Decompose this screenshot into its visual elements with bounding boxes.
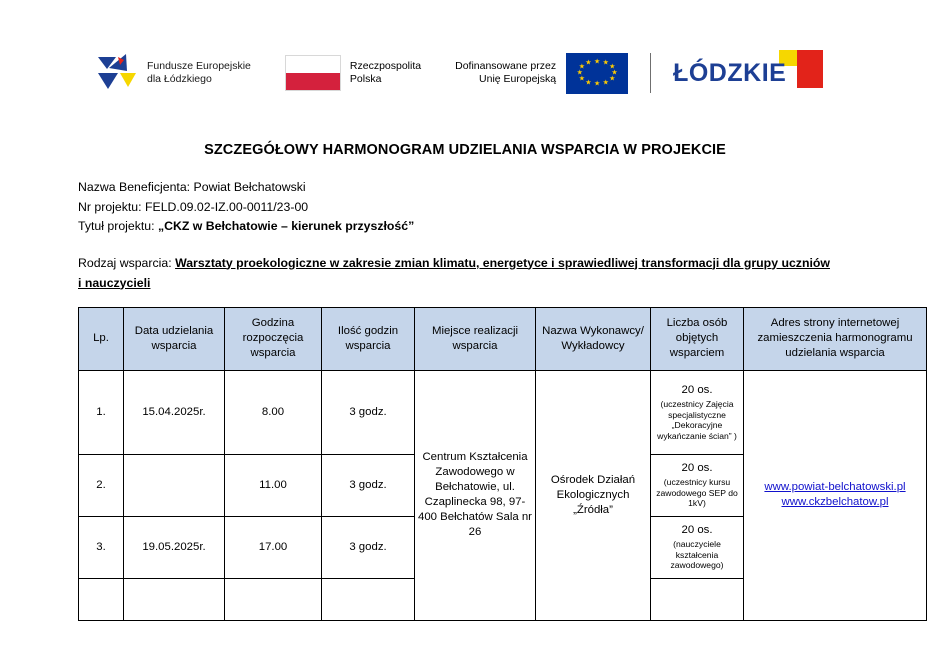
website-link-2[interactable]: www.ckzbelchatow.pl: [781, 496, 889, 508]
cell-date: 19.05.2025r.: [124, 516, 225, 578]
cell-lp: [79, 578, 124, 620]
cell-contractor: Ośrodek Działań Ekologicznych „Źródła”: [536, 370, 651, 620]
cell-hour: 8.00: [225, 370, 322, 454]
header-date: Data udzielania wsparcia: [124, 307, 225, 370]
people-note-3: (nauczyciele kształcenia zawodowego): [670, 539, 724, 571]
fundusze-europejskie-text: [147, 60, 251, 86]
support-type-value-line-2: i nauczycieli: [78, 275, 151, 290]
cell-people-1: [651, 370, 744, 454]
project-number-line: [78, 198, 852, 218]
pl-line-1: Rzeczpospolita: [349, 60, 422, 72]
header-contractor: Nazwa Wykonawcy/ Wykładowcy: [536, 307, 651, 370]
beneficiary-value: Powiat Bełchatowski: [193, 180, 306, 194]
people-note-1: (uczestnicy Zajęcia specjalistyczne „Dekoracyjne wykańczanie ścian” ): [657, 399, 737, 441]
support-type-label: Rodzaj wsparcia:: [78, 255, 176, 270]
header-place: Miejsce realizacji wsparcia: [415, 307, 536, 370]
header-start-hour: Godzina rozpoczęcia wsparcia: [225, 307, 322, 370]
people-note-2: (uczestnicy kursu zawodowego SEP do 1kV): [656, 477, 738, 509]
support-type-value-line-1: Warsztaty proekologiczne w zakresie zmian klimatu, energetyce i sprawiedliwej transformacji dla grupy uczniów: [175, 255, 830, 270]
project-title-line: [78, 217, 852, 237]
cell-date: [124, 454, 225, 516]
schedule-table: [78, 307, 927, 621]
rzeczpospolita-polska-logo: [285, 55, 421, 91]
cell-duration: 3 godz.: [322, 370, 415, 454]
beneficiary-line: [78, 178, 852, 198]
cell-duration: [322, 578, 415, 620]
cell-lp: 1.: [79, 370, 124, 454]
project-title-label: Tytuł projektu:: [78, 219, 158, 233]
cell-date: [124, 578, 225, 620]
rzeczpospolita-text: [350, 60, 421, 86]
lodzkie-logo: [673, 50, 823, 96]
eu-line-1: Dofinansowane przez: [455, 60, 557, 72]
cell-hour: 17.00: [225, 516, 322, 578]
cell-duration: 3 godz.: [322, 516, 415, 578]
table-header-row: [79, 307, 927, 370]
eu-flag-icon: ★ ★ ★ ★ ★ ★ ★ ★ ★ ★ ★ ★: [566, 53, 628, 94]
unia-text: [455, 60, 556, 86]
cell-websites: [744, 370, 927, 620]
lodzkie-red-block: [797, 50, 823, 88]
cell-people-2: [651, 454, 744, 516]
header-duration: Ilość godzin wsparcia: [322, 307, 415, 370]
eu-line-2: Unię Europejską: [479, 73, 557, 85]
polish-flag-icon: [285, 55, 341, 91]
cell-date: 15.04.2025r.: [124, 370, 225, 454]
unia-europejska-logo: [455, 53, 628, 94]
header-lp: Lp.: [79, 307, 124, 370]
cell-lp: 2.: [79, 454, 124, 516]
fe-line-1: Fundusze Europejskie: [147, 60, 251, 72]
support-type-block: [78, 253, 852, 293]
project-number-label: Nr projektu:: [78, 199, 145, 214]
table-row: [79, 370, 927, 454]
lodzkie-wordmark: ŁÓDZKIE: [673, 59, 787, 87]
fe-line-2: dla Łódzkiego: [147, 73, 212, 85]
cell-people-3: [651, 516, 744, 578]
project-metadata: [78, 178, 852, 237]
cell-people-4: [651, 578, 744, 620]
cell-hour: [225, 578, 322, 620]
people-count-3: 20 os.: [681, 524, 713, 537]
logo-bar: [78, 0, 852, 110]
logo-divider: [650, 53, 651, 93]
cell-hour: 11.00: [225, 454, 322, 516]
people-count-2: 20 os.: [681, 462, 713, 475]
beneficiary-label: Nazwa Beneficjenta:: [78, 180, 194, 194]
header-people: Liczba osób objętych wsparciem: [651, 307, 744, 370]
project-title-value: „CKZ w Bełchatowie – kierunek przyszłość”: [157, 219, 415, 233]
header-website: Adres strony internetowej zamieszczenia harmonogramu udzielania wsparcia: [744, 307, 927, 370]
website-link-1[interactable]: www.powiat-belchatowski.pl: [764, 481, 906, 493]
cell-duration: 3 godz.: [322, 454, 415, 516]
cell-place: Centrum Kształcenia Zawodowego w Bełchatowie, ul. Czaplinecka 98, 97-400 Bełchatów Sala nr 26: [415, 370, 536, 620]
fundusze-europejskie-logo: [96, 51, 251, 95]
page-title: SZCZEGÓŁOWY HARMONOGRAM UDZIELANIA WSPARCIA W PROJEKCIE: [204, 142, 726, 158]
pl-line-2: Polska: [349, 73, 382, 85]
project-number-value: FELD.09.02-IZ.00-0011/23-00: [144, 199, 309, 214]
cell-lp: 3.: [79, 516, 124, 578]
fundusze-europejskie-icon: [96, 51, 138, 95]
people-count-1: 20 os.: [681, 384, 713, 396]
